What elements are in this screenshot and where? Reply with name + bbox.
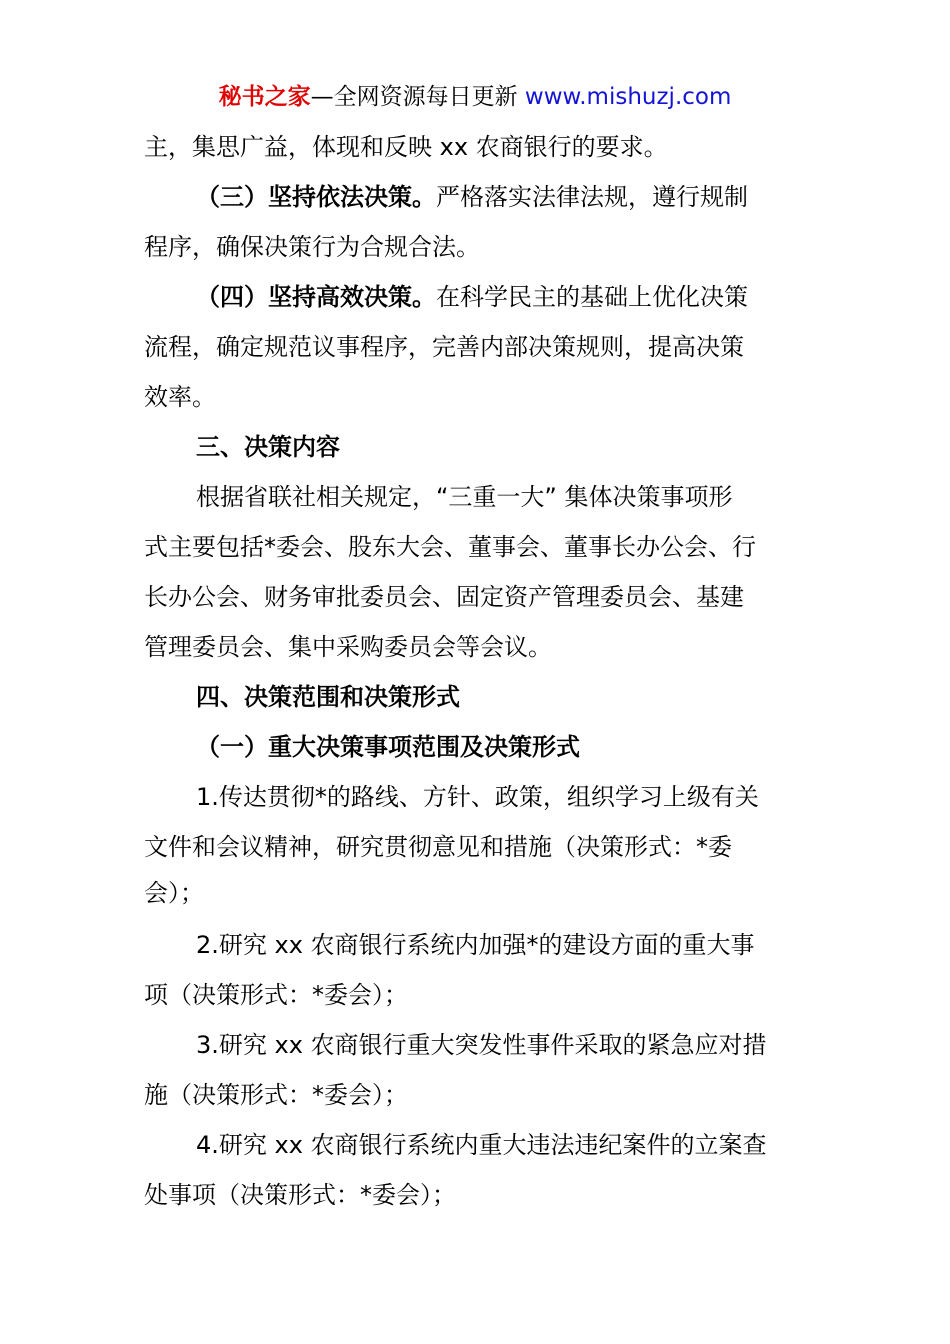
site-tagline: —全网资源每日更新 (310, 84, 518, 110)
text-line: （四）坚持高效决策。在科学民主的基础上优化决策 (196, 283, 748, 311)
text-line: 文件和会议精神，研究贯彻意见和措施（决策形式：*委 (144, 833, 732, 861)
text-line: 施（决策形式：*委会）； (144, 1081, 408, 1109)
text-line: 4.研究 xx 农商银行系统内重大违法违纪案件的立案查 (196, 1131, 767, 1159)
text-line: 处事项（决策形式：*委会）； (144, 1181, 456, 1209)
site-url[interactable]: www.mishuzj.com (524, 84, 732, 110)
text-line: 1.传达贯彻*的路线、方针、政策，组织学习上级有关 (196, 783, 759, 811)
site-brand: 秘书之家 (218, 84, 311, 110)
subsection-heading: （一）重大决策事项范围及决策形式 (196, 733, 580, 761)
text-line: 效率。 (144, 383, 216, 411)
text-line: 长办公会、财务审批委员会、固定资产管理委员会、基建 (144, 583, 744, 611)
text-line: 根据省联社相关规定，“三重一大” 集体决策事项形 (196, 483, 733, 511)
text-line: 程序，确保决策行为合规合法。 (144, 233, 480, 261)
section-heading: 三、决策内容 (196, 433, 340, 461)
text-line: 主，集思广益，体现和反映 xx 农商银行的要求。 (144, 133, 668, 161)
text-line: 流程，确定规范议事程序，完善内部决策规则，提高决策 (144, 333, 744, 361)
text-line: 会）； (144, 879, 204, 907)
text-line: 管理委员会、集中采购委员会等会议。 (144, 633, 552, 661)
site-header (0, 82, 950, 112)
text-line: 3.研究 xx 农商银行重大突发性事件采取的紧急应对措 (196, 1031, 767, 1059)
text-line: （三）坚持依法决策。严格落实法律法规，遵行规制 (196, 183, 748, 211)
text-line: 2.研究 xx 农商银行系统内加强*的建设方面的重大事 (196, 931, 755, 959)
section-heading: 四、决策范围和决策形式 (196, 683, 460, 711)
text-line: 项（决策形式：*委会）； (144, 981, 408, 1009)
text-line: 式主要包括*委会、股东大会、董事会、董事长办公会、行 (144, 533, 756, 561)
